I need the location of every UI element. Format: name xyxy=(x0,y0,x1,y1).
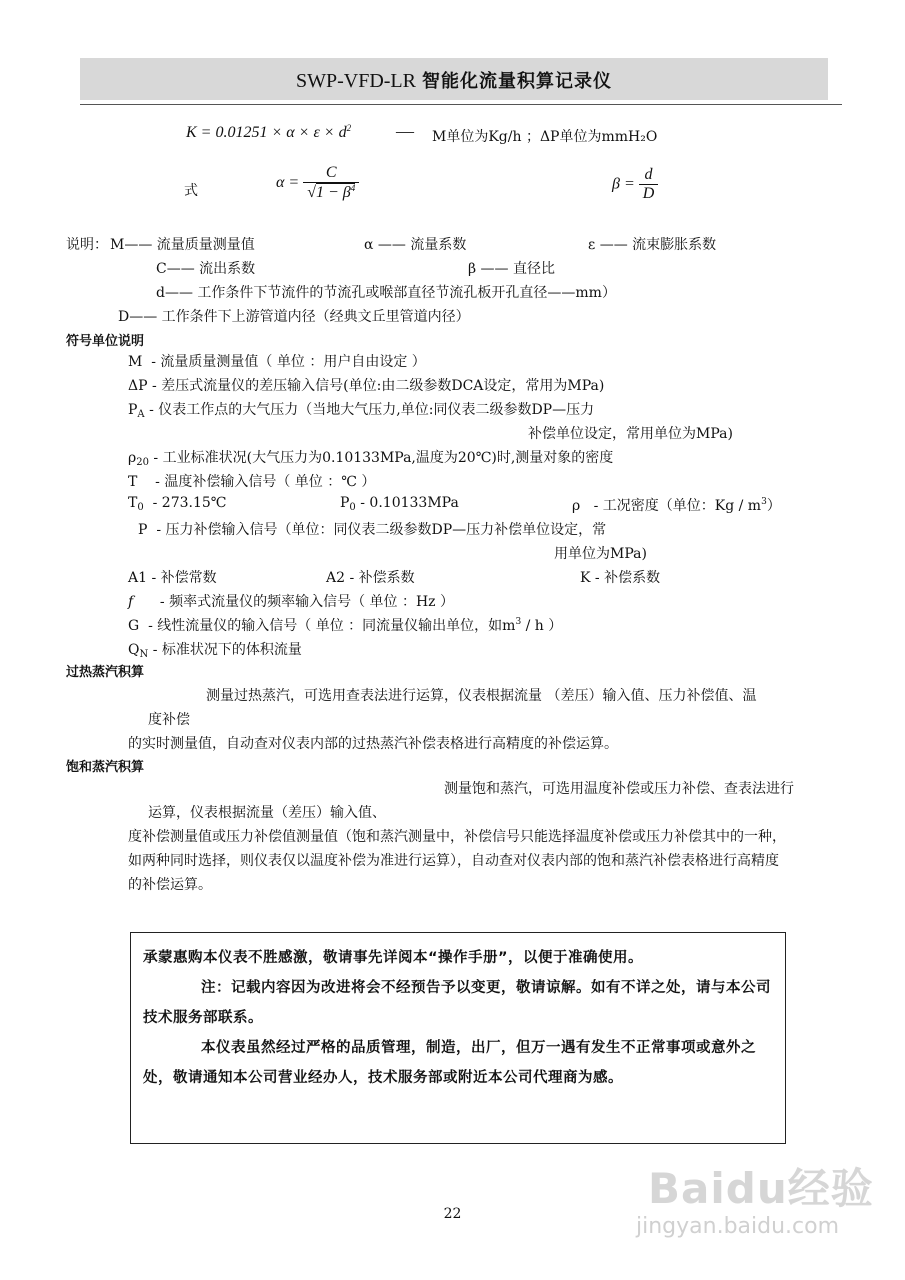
symbol-rho20 xyxy=(128,447,613,468)
formula-alpha-denominator: $√1 - \beta^4$ xyxy=(307,183,356,201)
symbol-p-sym: P xyxy=(138,522,148,538)
notice-box xyxy=(130,932,786,1144)
symbol-rho20-desc: - 工业标准状况(大气压力为0.10133MPa,温度为20℃)时,测量对象的密度 xyxy=(153,450,614,466)
superheated-line3: 的实时测量值，自动查对仪表内部的过热蒸汽补偿表格进行高精度的补偿运算。 xyxy=(128,736,618,752)
formula-beta-numerator: d xyxy=(639,166,659,185)
superheated-line1: 测量过热蒸汽，可选用查表法进行运算，仪表根据流量 （差压）输入值、压力补偿值、温 xyxy=(206,688,757,704)
symbol-f-desc: - 频率式流量仪的频率输入信号（ 单位 ：Hz ） xyxy=(159,594,455,610)
symbol-pa xyxy=(128,399,594,420)
notice-paragraph-2: 注：记载内容因为改进将会不经预告予以变更，敬请谅解。如有不详之处，请与本公司技术服务部联系。 xyxy=(143,980,771,1026)
symbol-a1: A1 - 补偿常数 xyxy=(128,570,217,586)
formula-units: M单位为Kg/h ；ΔP单位为mmH₂O xyxy=(432,129,658,145)
symbol-t0-sub: 0 xyxy=(137,502,144,513)
baidu-watermark-logo xyxy=(648,1156,874,1216)
symbol-p0 xyxy=(340,495,459,513)
symbol-p-desc: - 压力补偿输入信号（单位：同仪表二级参数DP—压力补偿单位设定，常 xyxy=(156,522,607,538)
symbol-t0-desc: - 273.15℃ xyxy=(152,495,227,511)
symbol-rho-exp: 3 xyxy=(761,497,767,507)
header-product-name: 智能化流量积算记录仪 xyxy=(422,71,613,92)
page-header xyxy=(80,58,828,100)
formula-beta-denominator: D xyxy=(642,185,655,202)
superheated-line2: 度补偿 xyxy=(148,712,190,728)
symbol-pa-sym: P xyxy=(128,402,138,418)
header-title xyxy=(80,67,828,93)
symbol-g-desc: - 线性流量仪的输入信号（ 单位 ：同流量仪输出单位，如m xyxy=(148,618,516,634)
formula-beta xyxy=(612,166,658,203)
formula-beta-fraction xyxy=(639,166,659,203)
symbol-k: K - 补偿系数 xyxy=(580,570,661,586)
header-model: SWP-VFD-LR xyxy=(295,70,416,92)
saturated-heading: 饱和蒸汽积算 xyxy=(66,760,145,775)
symbol-g-sym: G xyxy=(128,618,140,634)
symbol-m xyxy=(128,351,426,371)
symbol-qn-sub: N xyxy=(139,649,149,660)
symbol-pa-cont: 补偿单位设定，常用单位为MPa) xyxy=(528,426,733,442)
formula-prefix: 式 xyxy=(184,183,198,199)
formula-dash: — xyxy=(396,121,414,141)
symbol-t-sym: T xyxy=(128,474,138,490)
explain-m: M—— 流量质量测量值 xyxy=(110,237,255,253)
notice-paragraph-1: 承蒙惠购本仪表不胜感激，敬请事先详阅本“操作手册”，以便于准确使用。 xyxy=(143,950,644,966)
symbol-rho-sym: ρ xyxy=(572,498,581,514)
explain-c: C—— 流出系数 xyxy=(156,261,256,277)
saturated-line3: 度补偿测量值或压力补偿值测量值（饱和蒸汽测量中，补偿信号只能选择温度补偿或压力补偿其中的一种， xyxy=(128,829,786,845)
header-rule xyxy=(80,104,842,105)
saturated-line1: 测量饱和蒸汽，可选用温度补偿或压力补偿、查表法进行 xyxy=(444,781,794,797)
symbol-m-desc: - 流量质量测量值（ 单位 ：用户自由设定 ） xyxy=(151,354,426,370)
symbol-t0 xyxy=(128,495,226,513)
symbol-pa-sub: A xyxy=(137,409,145,420)
symbol-p0-desc: - 0.10133MPa xyxy=(360,495,459,511)
symbol-g-exp: 3 xyxy=(515,617,522,627)
saturated-line2: 运算，仪表根据流量（差压）输入值、 xyxy=(148,805,386,821)
symbol-pa-desc: - 仪表工作点的大气压力（当地大气压力,单位:同仪表二级参数DP—压力 xyxy=(149,402,595,418)
superheated-heading: 过热蒸汽积算 xyxy=(66,665,145,680)
symbol-m-sym: M xyxy=(128,354,143,370)
formula-alpha-lhs: α = xyxy=(276,174,300,191)
watermark-logo-text: Baidu经验 xyxy=(648,1164,874,1213)
symbol-rho-desc: - 工况密度（单位：Kg / m xyxy=(593,498,762,514)
formula-k-exp: 2 xyxy=(346,123,352,133)
formula-k-lhs: K = 0.01251 × α × ε × d xyxy=(186,124,347,141)
symbol-rho-close: ） xyxy=(766,498,781,514)
formula-k xyxy=(186,123,351,142)
symbol-rho20-sym: ρ xyxy=(128,450,137,466)
symbol-qn-desc: - 标准状况下的体积流量 xyxy=(152,642,302,658)
formula-beta-lhs: β = xyxy=(612,175,635,193)
notice-paragraph-3: 本仪表虽然经过严格的品质管理，制造，出厂，但万一遇有发生不正常事项或意外之处，敬请通知本公司营业经办人，技术服务部或附近本公司代理商为感。 xyxy=(143,1040,756,1086)
symbol-g-close: / h ） xyxy=(521,618,563,634)
formula-alpha-numerator: C xyxy=(303,164,359,183)
symbol-qn-sym: Q xyxy=(128,642,140,658)
page-number: 22 xyxy=(443,1206,462,1222)
watermark-url: jingyan.baidu.com xyxy=(636,1214,840,1239)
explain-alpha: α —— 流量系数 xyxy=(364,237,467,253)
symbol-f xyxy=(128,591,454,611)
formula-alpha xyxy=(276,164,359,202)
symbol-rho xyxy=(572,495,781,515)
symbol-t0-sym: T xyxy=(128,495,138,511)
explain-beta: β —— 直径比 xyxy=(468,261,555,277)
symbols-heading: 符号单位说明 xyxy=(66,334,145,349)
saturated-line5: 的补偿运算。 xyxy=(128,877,212,893)
symbol-p-cont: 用单位为MPa) xyxy=(554,546,647,562)
symbol-t xyxy=(128,471,375,491)
symbol-p0-sym: P xyxy=(340,495,350,511)
symbol-g xyxy=(128,615,562,635)
explain-label: 说明： xyxy=(66,237,108,253)
notice-content xyxy=(143,943,775,1093)
formula-alpha-den-text: 1 − β xyxy=(315,184,351,201)
formula-alpha-fraction xyxy=(303,164,359,202)
formula-alpha-den-exp: 4 xyxy=(350,183,356,193)
explain-d: d—— 工作条件下节流件的节流孔或喉部直径节流孔板开孔直径——mm） xyxy=(156,285,616,301)
symbol-qn xyxy=(128,639,302,660)
symbol-p0-sub: 0 xyxy=(349,502,356,513)
symbol-t-desc: - 温度补偿输入信号（ 单位 ：℃ ） xyxy=(155,474,376,490)
saturated-line4: 如两种同时选择，则仪表仅以温度补偿为准进行运算），自动查对仪表内部的饱和蒸汽补偿表格进行高精度 xyxy=(128,853,779,869)
explain-bigd: D—— 工作条件下上游管道内径（经典文丘里管道内径） xyxy=(118,309,470,325)
symbol-rho20-sub: 20 xyxy=(136,457,149,468)
symbol-dp: ΔP - 差压式流量仪的差压输入信号(单位:由二级参数DCA设定，常用为MPa) xyxy=(128,378,605,394)
explain-epsilon: ε —— 流束膨胀系数 xyxy=(588,237,717,253)
symbol-a2: A2 - 补偿系数 xyxy=(326,570,415,586)
symbol-p xyxy=(138,519,606,539)
symbol-f-sym: f xyxy=(128,594,134,610)
